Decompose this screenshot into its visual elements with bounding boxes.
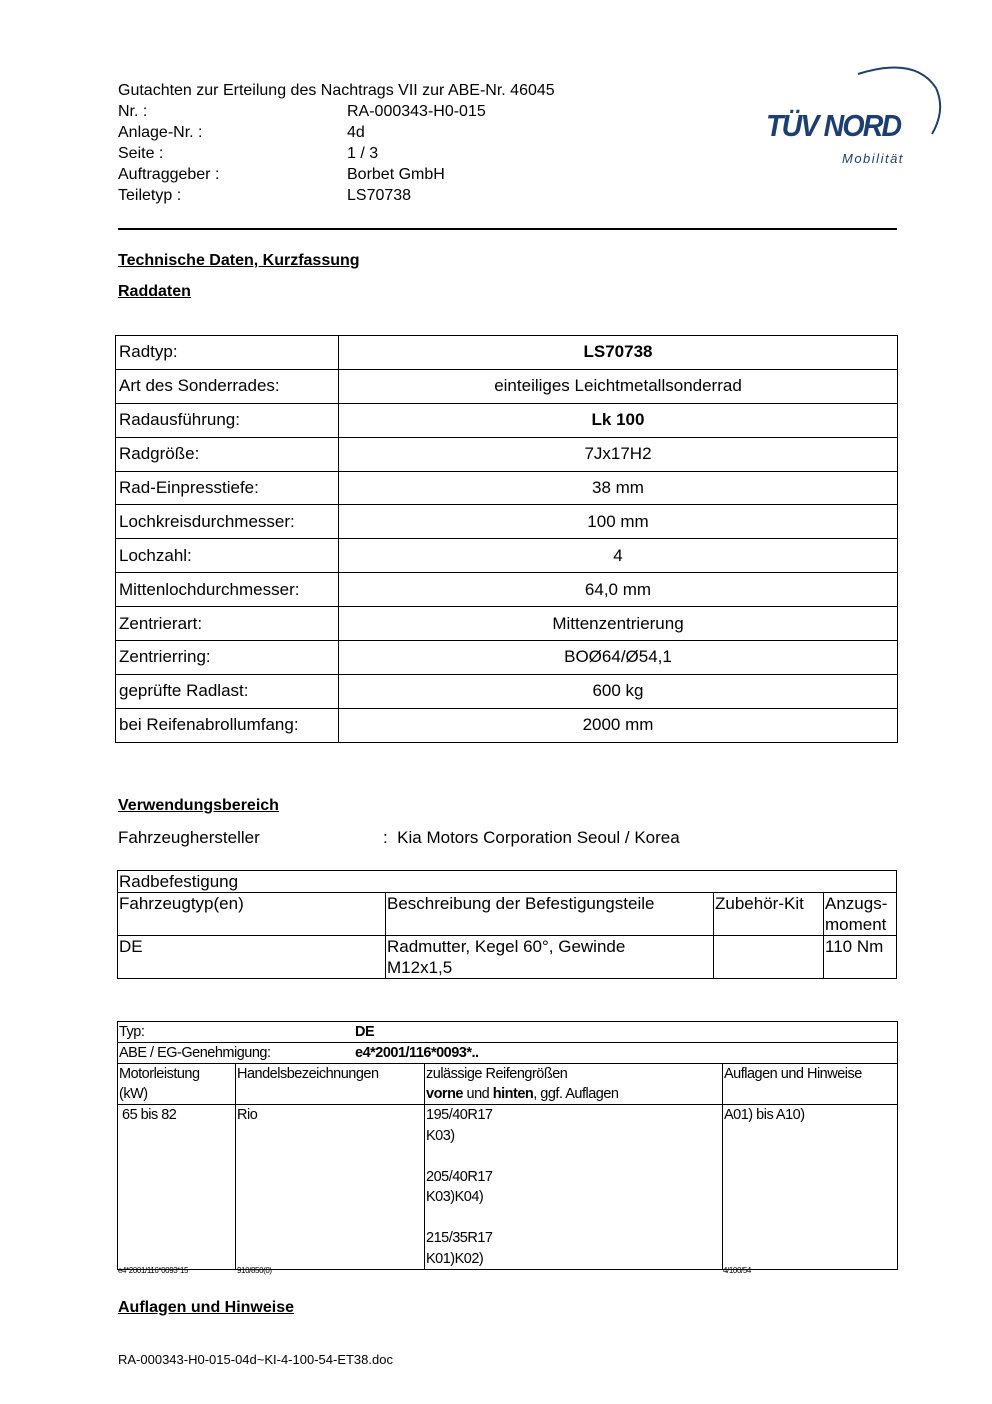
table-row bbox=[116, 708, 898, 742]
table-row bbox=[116, 336, 898, 370]
row-value: BOØ64/Ø54,1 bbox=[339, 641, 898, 675]
reifen-line-1: zulässige Reifengrößen bbox=[426, 1066, 568, 1082]
section-verwendungsbereich: Verwendungsbereich bbox=[118, 797, 279, 814]
header-motorleistung bbox=[118, 1064, 236, 1105]
nr-label: Nr. : bbox=[118, 103, 148, 120]
seite-value: 1 / 3 bbox=[347, 145, 379, 162]
table-row bbox=[116, 505, 898, 539]
beschreibung-line-2: M12x1,5 bbox=[387, 958, 453, 977]
row-value: 7Jx17H2 bbox=[339, 437, 898, 471]
table-row bbox=[116, 607, 898, 641]
table-row bbox=[118, 1105, 898, 1270]
header-beschreibung: Beschreibung der Befestigungsteile bbox=[386, 893, 714, 936]
row-value: 100 mm bbox=[339, 505, 898, 539]
section-auflagen-hinweise: Auflagen und Hinweise bbox=[118, 1299, 295, 1316]
abe-value: e4*2001/116*0093*.. bbox=[355, 1045, 479, 1061]
reifen-und: und bbox=[463, 1086, 493, 1102]
raddaten-table bbox=[115, 335, 898, 743]
table-row bbox=[116, 403, 898, 437]
seite-label: Seite : bbox=[118, 145, 164, 162]
row-label: Lochkreisdurchmesser: bbox=[116, 505, 339, 539]
reifen-item bbox=[426, 1146, 722, 1167]
row-value: 2000 mm bbox=[339, 708, 898, 742]
section-raddaten: Raddaten bbox=[118, 283, 191, 300]
header-handelsbezeichnungen: Handelsbezeichnungen bbox=[236, 1064, 425, 1105]
motor-line-2: (kW) bbox=[119, 1086, 148, 1102]
row-label: Lochzahl: bbox=[116, 539, 339, 573]
reifen-item: 205/40R17 bbox=[426, 1168, 493, 1185]
motor-line-1: Motorleistung bbox=[119, 1066, 200, 1082]
cell-moment: 110 Nm bbox=[824, 936, 897, 979]
mini-radlast-code: 910/850(0) bbox=[237, 1266, 272, 1275]
nr-value: RA-000343-H0-015 bbox=[347, 103, 486, 120]
table-row bbox=[118, 1043, 898, 1064]
radbefestigung-title: Radbefestigung bbox=[118, 871, 897, 893]
table-row bbox=[116, 674, 898, 708]
row-value: LS70738 bbox=[339, 336, 898, 370]
row-label: Radgröße: bbox=[116, 437, 339, 471]
reifen-vorne: vorne bbox=[426, 1086, 463, 1102]
header-anzugsmoment bbox=[824, 893, 897, 936]
footer-filename: RA-000343-H0-015-04d~KI-4-100-54-ET38.doc bbox=[118, 1352, 393, 1367]
reifen-item: K03) bbox=[426, 1127, 455, 1144]
cell-kit bbox=[714, 936, 824, 979]
mini-lk-code: 4/100/54 bbox=[723, 1266, 751, 1275]
table-row bbox=[116, 471, 898, 505]
header-fahrzeugtyp: Fahrzeugtyp(en) bbox=[118, 893, 386, 936]
cell-typ: DE bbox=[118, 936, 386, 979]
reifen-item: 215/35R17 bbox=[426, 1230, 493, 1246]
row-label: Zentrierring: bbox=[116, 641, 339, 675]
tuev-nord-logo bbox=[760, 58, 945, 173]
cell-beschreibung bbox=[386, 936, 714, 979]
row-value: Lk 100 bbox=[339, 403, 898, 437]
teiletyp-label: Teiletyp : bbox=[118, 187, 182, 204]
abe-row bbox=[118, 1043, 898, 1064]
table-row bbox=[118, 1064, 898, 1105]
row-label: Zentrierart: bbox=[116, 607, 339, 641]
table-row bbox=[116, 573, 898, 607]
cell-motor: 65 bis 82 bbox=[118, 1105, 236, 1270]
cell-handel: Rio bbox=[236, 1105, 425, 1270]
logo-brand-text: TÜV NORD bbox=[766, 108, 901, 143]
anlage-label: Anlage-Nr. : bbox=[118, 124, 203, 141]
typ-row bbox=[118, 1022, 898, 1043]
table-row bbox=[118, 936, 897, 979]
table-row bbox=[118, 1022, 898, 1043]
row-label: Rad-Einpresstiefe: bbox=[116, 471, 339, 505]
header-zubehoer-kit: Zubehör-Kit bbox=[714, 893, 824, 936]
reifen-hinten: hinten bbox=[492, 1086, 534, 1102]
header-anzugs: Anzugs- bbox=[825, 894, 888, 913]
radbefestigung-table bbox=[117, 870, 897, 979]
header-auflagen: Auflagen und Hinweise bbox=[723, 1064, 898, 1105]
abe-label: ABE / EG-Genehmigung: bbox=[119, 1045, 271, 1061]
header-reifengroessen bbox=[425, 1064, 723, 1105]
row-label: Art des Sonderrades: bbox=[116, 369, 339, 403]
row-label: Radausführung: bbox=[116, 403, 339, 437]
typ-value: DE bbox=[355, 1024, 375, 1040]
teiletyp-value: LS70738 bbox=[347, 187, 412, 204]
typ-label: Typ: bbox=[119, 1024, 145, 1040]
fahrzeughersteller-label: Fahrzeughersteller bbox=[118, 828, 260, 847]
row-label: Mittenlochdurchmesser: bbox=[116, 573, 339, 607]
typ-table bbox=[117, 1021, 898, 1270]
reifen-item bbox=[426, 1208, 722, 1229]
mini-abe-code: e4*2001/116*0093*15 bbox=[118, 1266, 189, 1275]
table-row bbox=[118, 893, 897, 936]
reifen-rest: , ggf. Auflagen bbox=[533, 1086, 619, 1102]
reifen-item: 195/40R17 bbox=[426, 1107, 493, 1123]
row-value: 600 kg bbox=[339, 674, 898, 708]
cell-reifen bbox=[425, 1105, 723, 1270]
row-value: 64,0 mm bbox=[339, 573, 898, 607]
row-label: Radtyp: bbox=[116, 336, 339, 370]
row-label: geprüfte Radlast: bbox=[116, 674, 339, 708]
header-moment: moment bbox=[825, 915, 887, 934]
row-label: bei Reifenabrollumfang: bbox=[116, 708, 339, 742]
document-title: Gutachten zur Erteilung des Nachtrags VII zur ABE-Nr. 46045 bbox=[118, 82, 555, 99]
table-row bbox=[116, 539, 898, 573]
cell-auflagen: A01) bis A10) bbox=[723, 1105, 898, 1270]
table-row bbox=[116, 641, 898, 675]
auftraggeber-value: Borbet GmbH bbox=[347, 166, 445, 183]
table-row bbox=[116, 437, 898, 471]
reifen-item: K03)K04) bbox=[426, 1189, 484, 1205]
auftraggeber-label: Auftraggeber : bbox=[118, 166, 220, 183]
header-divider bbox=[118, 228, 897, 230]
section-technische-daten: Technische Daten, Kurzfassung bbox=[118, 252, 360, 269]
fahrzeughersteller-value: : Kia Motors Corporation Seoul / Korea bbox=[383, 828, 680, 847]
row-value: 4 bbox=[339, 539, 898, 573]
row-value: Mittenzentrierung bbox=[339, 607, 898, 641]
anlage-value: 4d bbox=[347, 124, 365, 141]
table-row bbox=[118, 871, 897, 893]
row-value: 38 mm bbox=[339, 471, 898, 505]
table-row bbox=[116, 369, 898, 403]
beschreibung-line-1: Radmutter, Kegel 60°, Gewinde bbox=[387, 937, 626, 956]
reifen-item: K01)K02) bbox=[426, 1250, 484, 1267]
logo-tagline: Mobilität bbox=[842, 151, 904, 166]
row-value: einteiliges Leichtmetallsonderrad bbox=[339, 369, 898, 403]
